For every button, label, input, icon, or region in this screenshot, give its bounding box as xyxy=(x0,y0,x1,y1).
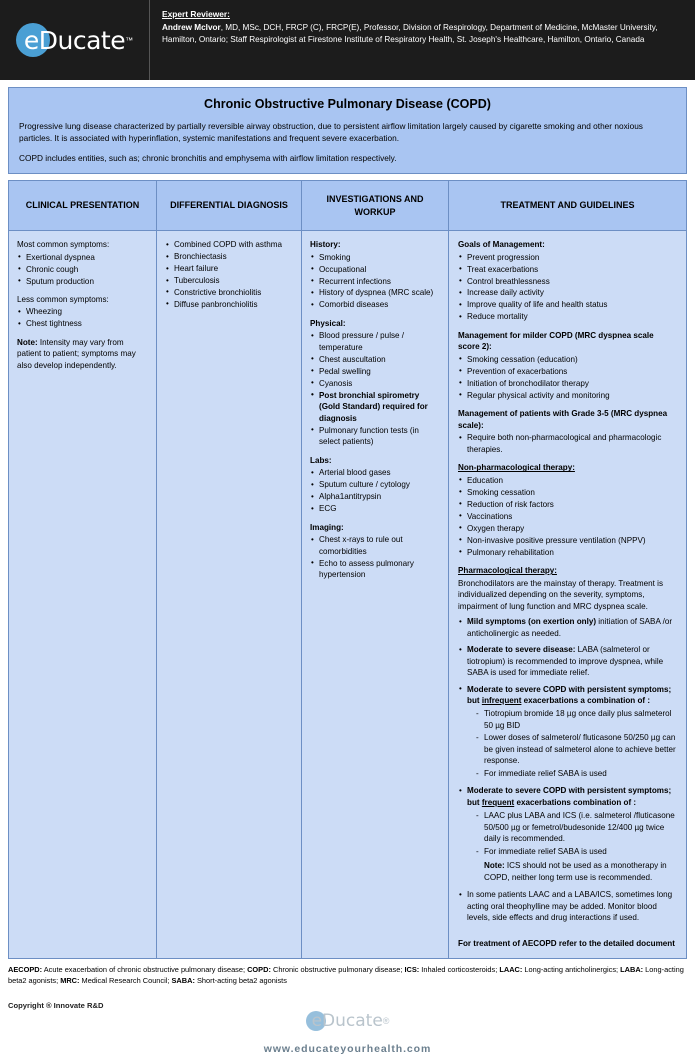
copyright-text: Copyright ® Innovate R&D xyxy=(8,1001,104,1010)
abbrev-term: ICS: xyxy=(404,965,420,975)
note-label: Note: xyxy=(17,337,38,347)
labs-list xyxy=(310,467,441,514)
list-item: • Initiation of bronchodilator therapy xyxy=(458,378,677,389)
differential-diagnosis-list xyxy=(165,239,294,310)
list-item: • Wheezing xyxy=(17,306,149,317)
goals-list xyxy=(458,252,677,323)
list-item: • History of dyspnea (MRC scale) xyxy=(310,287,441,298)
mild-symptoms-text: initiation of SABA /or anticholinergic as needed. xyxy=(467,617,673,638)
list-item: • Oxygen therapy xyxy=(458,523,677,534)
abbrev-def: Long-acting beta2 agonists; xyxy=(8,965,684,986)
column-body-investigations-workup xyxy=(302,231,448,958)
list-item: • Require both non-pharmacological and pharmacologic therapies. xyxy=(458,432,677,455)
most-common-symptoms-block xyxy=(17,239,149,287)
column-header-investigations-workup: INVESTIGATIONS AND WORKUP xyxy=(302,181,448,231)
history-block xyxy=(310,239,441,311)
list-item: • Smoking cessation (education) xyxy=(458,354,677,365)
history-label: History: xyxy=(310,240,341,250)
most-common-symptoms-label: Most common symptoms: xyxy=(17,240,110,250)
abbrev-term: COPD: xyxy=(247,965,271,975)
list-item: • Echo to assess pulmonary hypertension xyxy=(310,558,441,581)
list-item-frequent-exacerbations xyxy=(458,785,677,883)
list-item: • Blood pressure / pulse / temperature xyxy=(310,330,441,353)
reviewer-credentials: , MD, MSc, DCH, FRCP (C), FRCP(E), Professor, Division of Respirology, Department of Medicine, McMaster University, Hamilton, Ontario; Staff Respirologist at Firestone Institute of Respiratory Health, St. Joseph's Healthcare, Hamilton, Ontario, Canada xyxy=(162,22,658,44)
list-item: • Regular physical activity and monitoring xyxy=(458,390,677,401)
list-item: • Non-invasive positive pressure ventilation (NPPV) xyxy=(458,535,677,546)
list-item: - For immediate relief SABA is used xyxy=(476,846,677,857)
list-item: • Education xyxy=(458,475,677,486)
grade-3-5-block xyxy=(458,408,677,455)
non-pharmacological-list xyxy=(458,475,677,558)
ics-note-label: Note: xyxy=(484,861,505,871)
abbrev-def: Chronic obstructive pulmonary disease; xyxy=(270,965,405,975)
copd-summary-table xyxy=(8,180,687,959)
list-item: • Sputum culture / cytology xyxy=(310,479,441,490)
list-item: • Constrictive bronchiolitis xyxy=(165,287,294,298)
infrequent-label-underline: infrequent xyxy=(481,696,522,705)
brand-footer-text: eDucate xyxy=(311,1011,383,1032)
reviewer-name: Andrew McIvor xyxy=(162,22,221,32)
less-common-symptoms-list xyxy=(17,306,149,329)
imaging-label: Imaging: xyxy=(310,522,344,532)
less-common-symptoms-label: Less common symptoms: xyxy=(17,294,109,304)
milder-copd-label: Management for milder COPD (MRC dyspnea scale score 2): xyxy=(458,330,654,352)
brand-footer xyxy=(0,1009,695,1033)
list-item: • Occupational xyxy=(310,264,441,275)
list-item: • Cyanosis xyxy=(310,378,441,389)
brand-footer-logo xyxy=(306,1009,390,1033)
website-url[interactable]: www.educateyourhealth.com xyxy=(263,1043,432,1055)
list-item: • Reduction of risk factors xyxy=(458,499,677,510)
list-item: • Arterial blood gases xyxy=(310,467,441,478)
pharmacological-list xyxy=(458,616,677,924)
abbrev-def: Long-acting anticholinergics; xyxy=(522,965,621,975)
labs-block xyxy=(310,455,441,515)
intro-panel xyxy=(8,87,687,174)
column-treatment-guidelines xyxy=(449,181,687,958)
logo-wrap xyxy=(16,20,133,60)
pharmacological-label: Pharmacological therapy: xyxy=(458,566,557,576)
column-body-clinical-presentation xyxy=(9,231,156,958)
list-item: • Prevent progression xyxy=(458,252,677,263)
list-item: • Chest auscultation xyxy=(310,354,441,365)
list-item-infrequent-exacerbations xyxy=(458,684,677,780)
clinical-note xyxy=(17,337,149,371)
goals-label: Goals of Management: xyxy=(458,240,545,250)
column-body-treatment-guidelines xyxy=(449,231,686,958)
list-item: • Pulmonary function tests (in select patients) xyxy=(310,425,441,448)
infrequent-label-post: exacerbations a combination of : xyxy=(521,696,651,705)
abbrev-term: MRC: xyxy=(60,976,80,986)
frequent-sublist xyxy=(467,810,677,857)
column-header-clinical-presentation: CLINICAL PRESENTATION xyxy=(9,181,156,231)
physical-list xyxy=(310,330,441,447)
list-item: • Smoking cessation xyxy=(458,487,677,498)
list-item: • Tuberculosis xyxy=(165,275,294,286)
page-header xyxy=(0,0,695,80)
abbrev-def: Inhaled corticosteroids; xyxy=(419,965,500,975)
list-item: • Sputum production xyxy=(17,276,149,287)
logo-text: eDucate xyxy=(23,25,126,55)
expert-reviewer-block xyxy=(150,0,695,80)
column-header-treatment-guidelines: TREATMENT AND GUIDELINES xyxy=(449,181,686,231)
most-common-symptoms-list xyxy=(17,252,149,287)
list-item: - Lower doses of salmeterol/ fluticasone 50/250 µg can be given instead of salmeterol alone to achieve better response. xyxy=(476,732,677,766)
labs-label: Labs: xyxy=(310,455,332,465)
list-item: • Exertional dyspnea xyxy=(17,252,149,263)
list-item: • Chest x-rays to rule out comorbidities xyxy=(310,534,441,557)
list-item: • Pedal swelling xyxy=(310,366,441,377)
physical-label: Physical: xyxy=(310,318,346,328)
list-item: • Improve quality of life and health status xyxy=(458,299,677,310)
imaging-block xyxy=(310,522,441,581)
imaging-list xyxy=(310,534,441,580)
list-item: • Chest tightness xyxy=(17,318,149,329)
list-item: • Alpha1antitrypsin xyxy=(310,491,441,502)
list-item: - For immediate relief SABA is used xyxy=(476,768,677,779)
treatment-spacer xyxy=(458,931,677,938)
abbrev-term: LABA: xyxy=(620,965,644,975)
milder-copd-list xyxy=(458,354,677,401)
frequent-label-post: exacerbations combination of : xyxy=(514,797,637,807)
abbrev-def: Medical Research Council; xyxy=(79,976,172,986)
list-item: • Comorbid diseases xyxy=(310,299,441,310)
grade-3-5-list xyxy=(458,432,677,455)
column-differential-diagnosis xyxy=(157,181,302,958)
history-list xyxy=(310,252,441,311)
registered-icon: ® xyxy=(382,1016,390,1027)
list-item: • Increase daily activity xyxy=(458,287,677,298)
abbrev-term: LAAC: xyxy=(499,965,523,975)
intro-paragraph-1: Progressive lung disease characterized by partially reversible airway obstruction, due to persistent airflow limitation largely caused by cigarette smoking and other noxious particles. It is associated with hyperinflation, systemic manifestations and frequent severe exacerbation. xyxy=(19,121,643,144)
mild-symptoms-label: Mild symptoms (on exertion only) xyxy=(467,617,597,627)
non-pharmacological-label: Non-pharmacological therapy: xyxy=(458,463,575,473)
abbrev-def: Acute exacerbation of chronic obstructive pulmonary disease; xyxy=(42,965,248,975)
list-item: • Prevention of exacerbations xyxy=(458,366,677,377)
less-common-symptoms-block xyxy=(17,294,149,330)
abbrev-term: AECOPD: xyxy=(8,965,43,975)
non-pharmacological-block xyxy=(458,462,677,558)
list-item: • Combined COPD with asthma xyxy=(165,239,294,250)
list-item: • Vaccinations xyxy=(458,511,677,522)
list-item: • Treat exacerbations xyxy=(458,264,677,275)
aecopd-footer-note: For treatment of AECOPD refer to the detailed document xyxy=(458,938,675,948)
column-body-differential-diagnosis xyxy=(157,231,301,958)
trademark-icon: ™ xyxy=(125,35,134,45)
abbrev-def: Short-acting beta2 agonists xyxy=(194,976,287,986)
note-text: Intensity may vary from patient to patient; symptoms may also develop independently. xyxy=(17,337,136,370)
moderate-severe-text: LABA (salmeterol or tiotropium) is recommended to improve dyspnea, while SABA is used for immediate relief. xyxy=(467,645,664,678)
abbrev-term: SABA: xyxy=(171,976,195,986)
ics-note xyxy=(467,860,677,883)
list-item: • Heart failure xyxy=(165,263,294,274)
page-title: Chronic Obstructive Pulmonary Disease (COPD) xyxy=(204,97,491,111)
frequent-label-underline: frequent xyxy=(481,797,515,807)
list-item: • ECG xyxy=(310,503,441,514)
infrequent-sublist xyxy=(467,708,677,779)
list-item: - LAAC plus LABA and ICS (i.e. salmeterol /fluticasone 50/500 µg or femetrol/budesonide 12/400 µg twice daily is recommended. xyxy=(476,810,677,844)
goals-block xyxy=(458,239,677,323)
column-investigations-workup xyxy=(302,181,449,958)
list-item: - Tiotropium bromide 18 µg once daily plus salmeterol 50 µg BID xyxy=(476,708,677,731)
list-item: • Chronic cough xyxy=(17,264,149,275)
column-header-differential-diagnosis: DIFFERENTIAL DIAGNOSIS xyxy=(157,181,301,231)
list-item-theophylline: • In some patients LAAC and a LABA/ICS, sometimes long acting oral theophylline may be added. Monitor blood levels, side effects and drug interactions if used. xyxy=(458,889,677,923)
physical-block xyxy=(310,318,441,448)
pharmacological-block xyxy=(458,565,677,924)
list-item-mild-symptoms xyxy=(458,616,677,639)
list-item: • Diffuse panbronchiolitis xyxy=(165,299,294,310)
abbreviations-footer xyxy=(8,964,687,986)
list-item: • Smoking xyxy=(310,252,441,263)
milder-copd-block xyxy=(458,330,677,401)
list-item: • Recurrent infections xyxy=(310,276,441,287)
ics-note-text: ICS should not be used as a monotherapy in COPD, neither long term use is recommended. xyxy=(484,861,667,882)
column-clinical-presentation xyxy=(9,181,157,958)
list-item: • Control breathlessness xyxy=(458,276,677,287)
expert-reviewer-label: Expert Reviewer: xyxy=(162,9,230,19)
moderate-severe-label: Moderate to severe disease: xyxy=(467,645,576,655)
brand-logo-header xyxy=(0,0,150,80)
intro-paragraph-2: COPD includes entities, such as; chronic bronchitis and emphysema with airflow limitation respectively. xyxy=(19,153,397,164)
grade-3-5-label: Management of patients with Grade 3-5 (MRC dyspnea scale): xyxy=(458,409,668,430)
pharmacological-intro: Bronchodilators are the mainstay of therapy. Treatment is individualized depending on the severity, symptoms, impairment of lung function and MRC dyspnea scale. xyxy=(458,578,663,611)
list-item-spirometry: • Post bronchial spirometry (Gold Standard) required for diagnosis xyxy=(310,390,441,424)
frequent-label-pre: Moderate to severe COPD with persistent symptoms; but xyxy=(467,786,672,807)
list-item: • Reduce mortality xyxy=(458,311,677,322)
list-item: • Pulmonary rehabilitation xyxy=(458,547,677,558)
list-item: • Bronchiectasis xyxy=(165,251,294,262)
list-item-moderate-severe-disease xyxy=(458,644,677,678)
infrequent-label-pre: Moderate to severe COPD with persistent symptoms; but xyxy=(467,684,672,705)
